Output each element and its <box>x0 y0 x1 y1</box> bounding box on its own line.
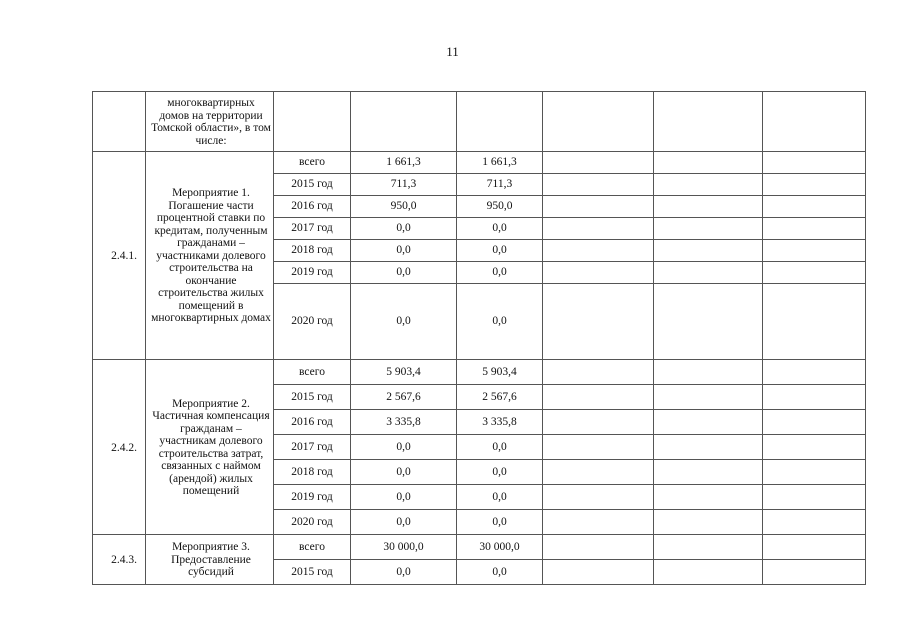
value-other <box>763 410 866 435</box>
value-oblast: 950,0 <box>457 196 543 218</box>
value-other <box>763 240 866 262</box>
value-oblast: 0,0 <box>457 460 543 485</box>
value-oblast <box>457 92 543 152</box>
year-label: 2016 год <box>274 196 351 218</box>
year-label: 2017 год <box>274 435 351 460</box>
value-total: 0,0 <box>351 435 457 460</box>
value-other <box>763 284 866 360</box>
value-oblast: 0,0 <box>457 284 543 360</box>
year-label: 2019 год <box>274 485 351 510</box>
value-other <box>763 510 866 535</box>
item-name: Мероприятие 2. Частичная компенсация гражданам – участникам долевого строительства затрат, связанных с наймом (арендой) жилых помещений <box>146 360 274 535</box>
value-total: 0,0 <box>351 284 457 360</box>
value-local <box>654 152 763 174</box>
table-row <box>93 152 866 174</box>
value-local <box>654 485 763 510</box>
item-number: 2.4.2. <box>93 360 146 535</box>
value-other <box>763 152 866 174</box>
value-local <box>654 218 763 240</box>
value-local <box>654 174 763 196</box>
item-number: 2.4.3. <box>93 535 146 585</box>
year-label: 2020 год <box>274 284 351 360</box>
value-federal <box>543 560 654 585</box>
value-oblast: 0,0 <box>457 510 543 535</box>
value-local <box>654 284 763 360</box>
value-local <box>654 535 763 560</box>
table-row <box>93 360 866 385</box>
value-total: 30 000,0 <box>351 535 457 560</box>
value-other <box>763 174 866 196</box>
table-row <box>93 535 866 560</box>
value-federal <box>543 92 654 152</box>
value-other <box>763 460 866 485</box>
value-total: 950,0 <box>351 196 457 218</box>
year-label: всего <box>274 360 351 385</box>
value-federal <box>543 174 654 196</box>
value-total <box>351 92 457 152</box>
value-other <box>763 535 866 560</box>
value-oblast: 3 335,8 <box>457 410 543 435</box>
budget-table <box>92 91 866 585</box>
value-local <box>654 240 763 262</box>
year-label: 2018 год <box>274 460 351 485</box>
value-local <box>654 196 763 218</box>
value-other <box>763 196 866 218</box>
value-oblast: 0,0 <box>457 262 543 284</box>
value-federal <box>543 218 654 240</box>
value-other <box>763 92 866 152</box>
value-other <box>763 218 866 240</box>
year-label: 2019 год <box>274 262 351 284</box>
value-other <box>763 485 866 510</box>
value-local <box>654 262 763 284</box>
value-oblast: 5 903,4 <box>457 360 543 385</box>
value-federal <box>543 410 654 435</box>
value-other <box>763 435 866 460</box>
value-total: 0,0 <box>351 560 457 585</box>
value-total: 0,0 <box>351 460 457 485</box>
value-oblast: 0,0 <box>457 485 543 510</box>
year-label: 2015 год <box>274 385 351 410</box>
value-federal <box>543 360 654 385</box>
value-local <box>654 410 763 435</box>
year-label: всего <box>274 535 351 560</box>
item-number: 2.4.1. <box>93 152 146 360</box>
item-name: Мероприятие 3. Предоставление субсидий <box>146 535 274 585</box>
value-total: 0,0 <box>351 485 457 510</box>
value-local <box>654 560 763 585</box>
year-label: 2018 год <box>274 240 351 262</box>
value-local <box>654 360 763 385</box>
item-name: многоквартирных домов на территории Томской области», в том числе: <box>146 92 274 152</box>
value-other <box>763 385 866 410</box>
value-local <box>654 385 763 410</box>
value-local <box>654 92 763 152</box>
value-local <box>654 460 763 485</box>
value-total: 1 661,3 <box>351 152 457 174</box>
year-label: всего <box>274 152 351 174</box>
value-federal <box>543 510 654 535</box>
value-oblast: 1 661,3 <box>457 152 543 174</box>
value-federal <box>543 460 654 485</box>
value-other <box>763 360 866 385</box>
table-row <box>93 92 866 152</box>
year-label: 2016 год <box>274 410 351 435</box>
item-number <box>93 92 146 152</box>
value-oblast: 711,3 <box>457 174 543 196</box>
value-federal <box>543 485 654 510</box>
value-local <box>654 435 763 460</box>
value-federal <box>543 152 654 174</box>
value-federal <box>543 385 654 410</box>
value-local <box>654 510 763 535</box>
value-other <box>763 262 866 284</box>
value-federal <box>543 535 654 560</box>
value-oblast: 0,0 <box>457 435 543 460</box>
value-oblast: 30 000,0 <box>457 535 543 560</box>
value-federal <box>543 240 654 262</box>
value-total: 2 567,6 <box>351 385 457 410</box>
page-number: 11 <box>446 44 459 59</box>
value-other <box>763 560 866 585</box>
year-label: 2015 год <box>274 560 351 585</box>
value-federal <box>543 284 654 360</box>
value-total: 0,0 <box>351 240 457 262</box>
year-label: 2015 год <box>274 174 351 196</box>
value-federal <box>543 262 654 284</box>
value-oblast: 0,0 <box>457 240 543 262</box>
value-total: 0,0 <box>351 510 457 535</box>
year-label <box>274 92 351 152</box>
year-label: 2017 год <box>274 218 351 240</box>
value-total: 711,3 <box>351 174 457 196</box>
value-oblast: 0,0 <box>457 218 543 240</box>
item-name: Мероприятие 1. Погашение части процентной ставки по кредитам, полученным гражданами – участниками долевого строительства на окончание строительства жилых помещений в многоквартирных домах <box>146 152 274 360</box>
value-oblast: 2 567,6 <box>457 385 543 410</box>
value-total: 5 903,4 <box>351 360 457 385</box>
value-total: 3 335,8 <box>351 410 457 435</box>
value-federal <box>543 196 654 218</box>
value-total: 0,0 <box>351 262 457 284</box>
value-total: 0,0 <box>351 218 457 240</box>
value-oblast: 0,0 <box>457 560 543 585</box>
value-federal <box>543 435 654 460</box>
year-label: 2020 год <box>274 510 351 535</box>
